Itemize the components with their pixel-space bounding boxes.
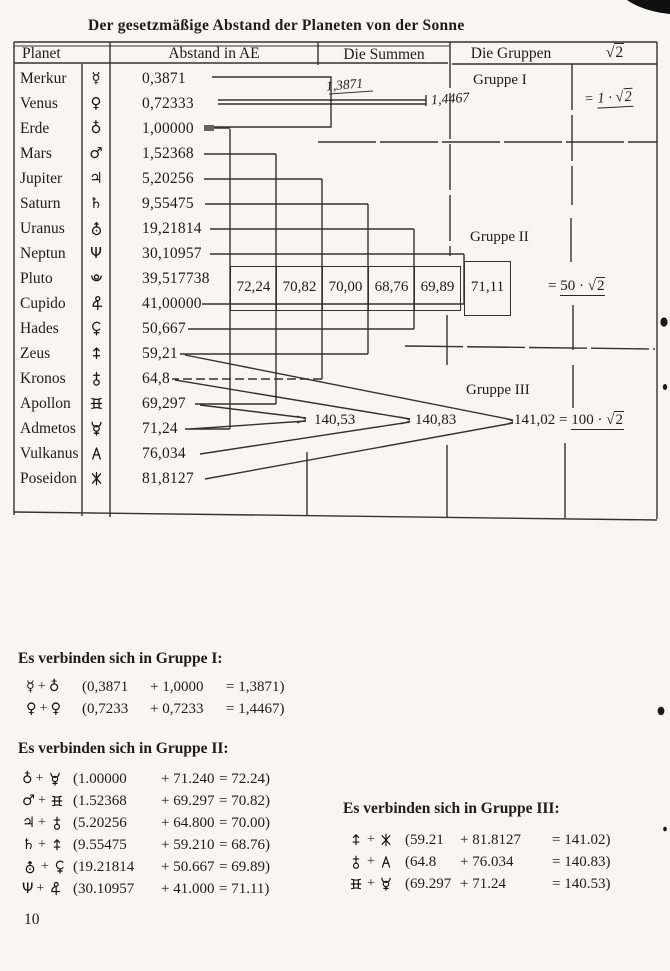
handwritten-sum-1: 1,3871	[325, 75, 364, 94]
planet-row	[14, 366, 324, 391]
planet-symbol-cell	[82, 71, 110, 86]
plus-sign: +	[367, 832, 375, 847]
planet-distance-value: 5,20256	[142, 169, 194, 187]
planet-symbol-cell	[82, 320, 110, 337]
handwritten-sum-2: 1,4467	[430, 90, 470, 109]
formula-part: = 69.89)	[219, 858, 270, 875]
planet-symbol-cell	[82, 171, 110, 186]
planet-symbol-cell	[82, 345, 110, 362]
gruppe2-sqrt2-note	[548, 276, 605, 296]
vulkanus-icon	[88, 445, 105, 462]
radical-sign: √	[605, 44, 615, 61]
section-formula-lines	[18, 676, 284, 720]
cupido-icon	[47, 881, 63, 897]
planet-row	[14, 166, 324, 191]
formula-part: (64.8	[405, 853, 437, 870]
planet-row	[14, 416, 324, 441]
radical-sign: √	[587, 278, 596, 294]
kronos-icon	[348, 854, 364, 870]
planet-distance-value: 76,034	[142, 444, 186, 462]
admetos-icon	[378, 876, 394, 892]
venus-icon: ♀	[26, 700, 37, 717]
hades-icon	[52, 859, 68, 875]
plus-sign: +	[38, 793, 46, 808]
planet-name: Neptun	[20, 244, 66, 262]
planet-row	[14, 441, 324, 466]
plus-sign: +	[38, 837, 46, 852]
planet-row	[14, 241, 324, 266]
gruppe1-sqrt2-note	[584, 87, 634, 110]
header-gruppen: Die Gruppen	[470, 45, 552, 62]
section-heading: Es verbinden sich in Gruppe III:	[343, 800, 560, 817]
poseidon-icon	[88, 470, 105, 487]
coefficient: 50 ·	[560, 278, 584, 294]
kronos-icon	[88, 370, 105, 387]
header-sqrt2	[576, 43, 654, 63]
formula-part: + 50.667	[161, 858, 215, 875]
planet-distance-value: 1,52368	[142, 144, 194, 162]
planet-row	[14, 216, 324, 241]
planet-pair	[18, 815, 73, 831]
section-formula-lines	[343, 829, 610, 895]
planet-row	[14, 91, 324, 116]
planet-row	[14, 141, 324, 166]
plus-sign: +	[36, 881, 45, 896]
planet-name: Poseidon	[20, 469, 77, 487]
poseidon-icon	[378, 832, 394, 848]
planet-pair	[18, 793, 73, 809]
planet-row	[14, 316, 324, 341]
planet-distance-value: 71,24	[142, 419, 178, 437]
planet-row	[14, 466, 324, 491]
planet-name: Apollon	[20, 394, 71, 412]
g3-total: 141,02	[514, 412, 556, 428]
formula-line	[18, 856, 270, 878]
g2-sum-cells	[230, 266, 461, 311]
plus-sign: +	[41, 859, 49, 874]
neptune-icon: Ψ	[22, 880, 34, 897]
section-formula-lines	[18, 768, 270, 900]
planet-row	[14, 191, 324, 216]
planet-row	[14, 341, 324, 366]
header-planet: Planet	[22, 45, 61, 62]
planet-name: Kronos	[20, 369, 66, 387]
planet-distance-value: 1,00000	[142, 119, 194, 137]
planet-distance-value: 9,55475	[142, 194, 194, 212]
page-number: 10	[24, 911, 40, 928]
plus-sign: +	[39, 701, 48, 716]
apollon-icon	[348, 876, 364, 892]
planet-distance-value: 64,8	[142, 369, 170, 387]
planet-symbol-cell	[82, 96, 110, 111]
formula-part: (0,7233	[82, 700, 129, 717]
zeus-icon	[348, 832, 364, 848]
section-heading: Es verbinden sich in Gruppe II:	[18, 740, 229, 757]
planet-row	[14, 391, 324, 416]
header-summen: Die Summen	[343, 46, 425, 63]
formula-part: = 72.24)	[219, 770, 270, 787]
coefficient: 100 ·	[571, 412, 603, 428]
formula-part: (30.10957	[73, 880, 135, 897]
formula-part: + 59.210	[161, 836, 215, 853]
formula-line	[18, 698, 284, 720]
cupido-icon	[88, 295, 105, 312]
jupiter-icon: ♃	[89, 169, 103, 187]
planet-distance-value: 19,21814	[142, 219, 202, 237]
jupiter-icon: ♃	[22, 814, 35, 831]
planet-distance-value: 81,8127	[142, 469, 194, 487]
planet-symbol-cell	[82, 295, 110, 312]
label-gruppe-3: Gruppe III	[466, 382, 530, 398]
planet-name: Vulkanus	[20, 444, 79, 462]
admetos-icon	[47, 771, 63, 787]
formula-part: + 81.8127	[460, 831, 521, 848]
g2-sum-value: 72,24	[231, 267, 277, 310]
planet-symbol-cell	[82, 420, 110, 437]
g3-sum-1: 140,53	[314, 412, 356, 428]
planet-name: Saturn	[20, 194, 61, 212]
coefficient: 1 ·	[597, 89, 613, 107]
planet-name: Jupiter	[20, 169, 63, 187]
planet-pair	[343, 854, 405, 870]
mercury-icon: ☿	[26, 678, 35, 695]
section-gruppe-2	[18, 740, 270, 900]
planet-distance-value: 30,10957	[142, 244, 202, 262]
radical-sign: √	[606, 412, 615, 428]
planet-name: Cupido	[20, 294, 66, 312]
planet-name: Uranus	[20, 219, 65, 237]
planet-pair	[18, 859, 73, 875]
planet-distance-value: 69,297	[142, 394, 186, 412]
formula-part: + 64.800	[161, 814, 215, 831]
admetos-icon	[88, 420, 105, 437]
formula-line	[343, 829, 610, 851]
formula-line	[18, 768, 270, 790]
g2-sum-last-box: 71,11	[464, 261, 511, 316]
earth-icon: ♁	[48, 678, 60, 695]
planet-pair	[343, 876, 405, 892]
planet-symbol-cell	[82, 370, 110, 387]
formula-part: = 140.83)	[552, 853, 611, 870]
apollon-icon	[49, 793, 65, 809]
formula-part: (0,3871	[82, 678, 129, 695]
formula-part: + 71.240	[161, 770, 215, 787]
plus-sign: +	[37, 679, 46, 694]
g3-total-with-note	[514, 410, 624, 430]
radicand: 2	[615, 412, 623, 428]
formula-part: = 141.02)	[552, 831, 611, 848]
planet-distance-value: 0,72333	[142, 94, 194, 112]
formula-part: = 1,3871)	[226, 678, 285, 695]
g2-sum-value: 70,00	[323, 267, 369, 310]
equals-sign: =	[548, 278, 557, 294]
formula-part: (5.20256	[73, 814, 127, 831]
formula-part: (1.00000	[73, 770, 127, 787]
planet-row	[14, 116, 324, 141]
planet-symbol-cell	[82, 121, 110, 136]
formula-line	[18, 834, 270, 856]
planet-name: Zeus	[20, 344, 51, 362]
formula-line	[18, 812, 270, 834]
formula-part: + 1,0000	[150, 678, 204, 695]
zeus-icon	[88, 345, 105, 362]
venus-icon: ♀	[50, 700, 62, 717]
earth-icon: ♁	[22, 770, 33, 787]
plus-sign: +	[35, 771, 44, 786]
planet-name: Venus	[20, 94, 58, 112]
header-abstand: Abstand in AE	[168, 45, 260, 62]
planet-symbol-cell	[82, 445, 110, 462]
planet-symbol-cell	[82, 146, 110, 161]
planet-distance-value: 41,00000	[142, 294, 202, 312]
formula-part: = 70.00)	[219, 814, 270, 831]
planet-name: Hades	[20, 319, 59, 337]
kronos-icon	[49, 815, 65, 831]
planet-name: Erde	[20, 119, 50, 137]
plus-sign: +	[38, 815, 46, 830]
planet-name: Pluto	[20, 269, 53, 287]
formula-part: + 41.000	[161, 880, 215, 897]
zeus-icon	[49, 837, 65, 853]
uranus-icon	[22, 859, 38, 875]
formula-part: + 0,7233	[150, 700, 204, 717]
formula-part: = 71.11)	[219, 880, 270, 897]
mercury-icon: ☿	[91, 69, 101, 87]
planet-distance-value: 59,21	[142, 344, 178, 362]
hades-icon	[88, 320, 105, 337]
mars-icon: ♂	[22, 792, 35, 809]
equals-sign: =	[559, 412, 568, 428]
planet-symbol-cell	[82, 270, 110, 287]
planet-symbol-cell	[82, 246, 110, 261]
planet-pair	[343, 832, 405, 848]
section-heading: Es verbinden sich in Gruppe I:	[18, 650, 223, 667]
apollon-icon	[88, 395, 105, 412]
planet-distance-value: 0,3871	[142, 69, 186, 87]
section-gruppe-3	[343, 800, 610, 895]
g2-sum-value: 70,82	[277, 267, 323, 310]
section-gruppe-1	[18, 650, 284, 720]
radical-sign: √	[615, 89, 624, 106]
formula-part: + 71.24	[460, 875, 506, 892]
formula-part: (69.297	[405, 875, 452, 892]
neptune-icon: Ψ	[90, 244, 102, 262]
formula-part: (59.21	[405, 831, 444, 848]
planet-pair	[18, 771, 73, 787]
planet-pair	[18, 701, 82, 717]
formula-part: (1.52368	[73, 792, 127, 809]
planet-symbol-cell	[82, 220, 110, 237]
formula-part: + 76.034	[460, 853, 514, 870]
planet-distance-value: 39,517738	[142, 269, 210, 287]
planet-symbol-cell	[82, 395, 110, 412]
label-gruppe-2: Gruppe II	[470, 229, 529, 245]
mars-icon: ♂	[89, 144, 103, 162]
formula-part: = 70.82)	[219, 792, 270, 809]
formula-part: (9.55475	[73, 836, 127, 853]
g2-sum-value: 68,76	[369, 267, 415, 310]
venus-icon: ♀	[90, 94, 102, 112]
planet-pair	[18, 679, 82, 695]
formula-line	[18, 676, 284, 698]
plus-sign: +	[367, 876, 375, 891]
planet-row	[14, 66, 324, 91]
radicand: 2	[596, 278, 605, 294]
formula-part: = 140.53)	[552, 875, 611, 892]
page-title: Der gesetzmäßige Abstand der Planeten von der Sonne	[88, 17, 465, 34]
saturn-icon: ♄	[22, 836, 35, 853]
formula-line	[18, 790, 270, 812]
formula-line	[343, 851, 610, 873]
planet-symbol-cell	[82, 196, 110, 211]
radicand: 2	[624, 88, 633, 106]
pluto-icon	[88, 270, 105, 287]
formula-part: = 68.76)	[219, 836, 270, 853]
formula-part: (19.21814	[73, 858, 135, 875]
label-gruppe-1: Gruppe I	[473, 72, 527, 88]
planet-pair	[18, 881, 73, 897]
planet-symbol-cell	[82, 470, 110, 487]
planet-name: Merkur	[20, 69, 67, 87]
planet-name: Admetos	[20, 419, 76, 437]
planet-distance-value: 50,667	[142, 319, 186, 337]
formula-line	[343, 873, 610, 895]
equals-sign: =	[583, 90, 595, 108]
radicand: 2	[615, 44, 624, 61]
vulkanus-icon	[378, 854, 394, 870]
formula-part: = 1,4467)	[226, 700, 285, 717]
planet-name: Mars	[20, 144, 52, 162]
planet-pair	[18, 837, 73, 853]
g2-sum-value: 69,89	[420, 279, 455, 295]
formula-line	[18, 878, 270, 900]
saturn-icon: ♄	[89, 194, 103, 212]
uranus-icon	[88, 220, 105, 237]
formula-part: + 69.297	[161, 792, 215, 809]
g3-sum-2: 140,83	[415, 412, 457, 428]
plus-sign: +	[367, 854, 375, 869]
earth-icon: ♁	[90, 119, 102, 137]
